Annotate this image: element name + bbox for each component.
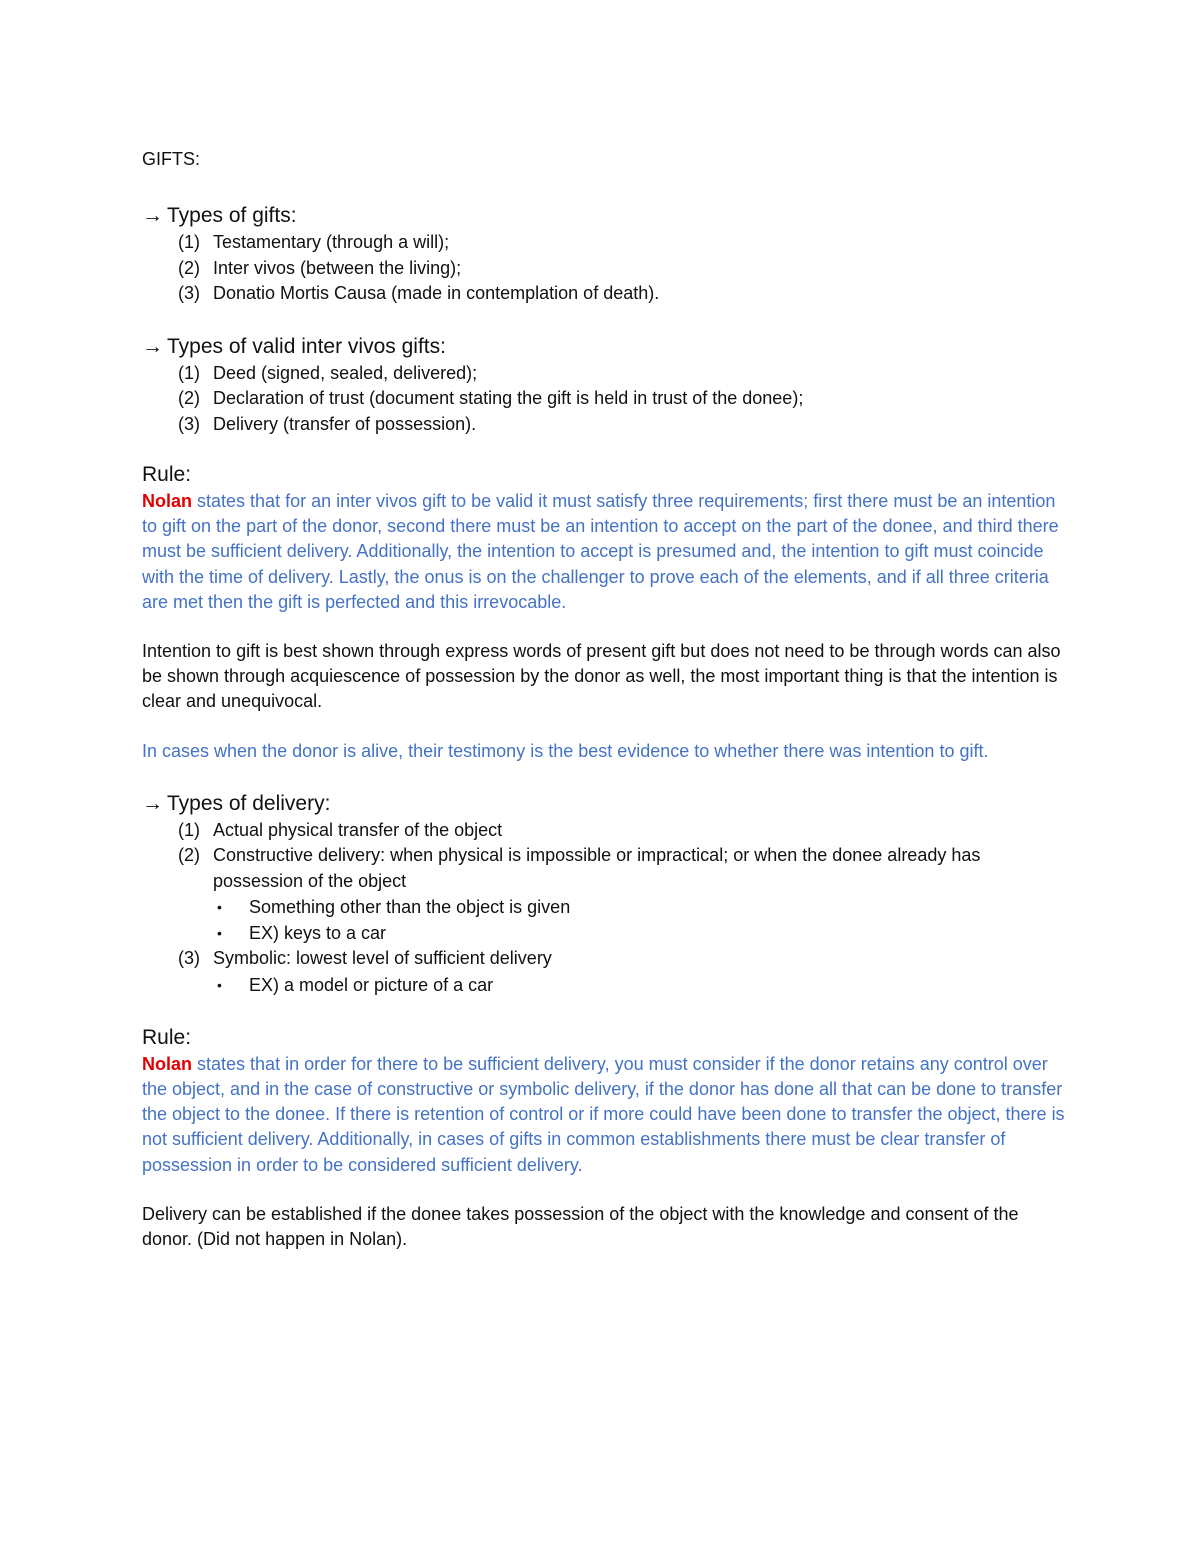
list-item: (3) Donatio Mortis Causa (made in contemplation of death). <box>178 283 660 303</box>
section-heading-types-of-delivery: → Types of delivery: <box>142 791 331 815</box>
rule-heading: Rule: <box>142 1025 192 1049</box>
types-of-gifts-list <box>142 230 1072 307</box>
document-title: GIFTS: <box>142 149 200 169</box>
bullet-list <box>213 894 1072 946</box>
valid-inter-vivos-list <box>142 361 1072 438</box>
bullet-icon: • <box>217 899 222 916</box>
section-heading-types-of-gifts: → Types of gifts: <box>142 204 297 227</box>
arrow-right-icon: → <box>142 791 163 815</box>
case-name: Nolan <box>142 1053 193 1074</box>
bullet-item: • EX) a model or picture of a car <box>213 972 1072 998</box>
list-item: (2) Constructive delivery: when physical is impossible or impractical; or when the donee already has possession of the object • Something other than the object is given • EX) keys to a car <box>142 843 1072 946</box>
section-heading-valid-inter-vivos: → Types of valid inter vivos gifts: <box>142 334 446 358</box>
list-item: (3) Symbolic: lowest level of sufficient delivery • EX) a model or picture of a car <box>142 946 1072 998</box>
rule-heading: Rule: <box>142 463 192 486</box>
testimony-paragraph: In cases when the donor is alive, their testimony is the best evidence to whether there was intention to gift. <box>142 740 989 761</box>
document-body <box>142 146 1072 1252</box>
bullet-item: • Something other than the object is given <box>213 894 1072 920</box>
list-item: (1) Actual physical transfer of the object <box>178 819 503 840</box>
intention-paragraph: Intention to gift is best shown through express words of present gift but does not need to be through words can also be shown through acquiescence of possession by the donor as well, the most important thing is that the intention is clear and unequivocal. <box>142 641 1061 712</box>
arrow-right-icon: → <box>142 204 163 227</box>
rule-paragraph: Nolan states that for an inter vivos gift to be valid it must satisfy three requirements; first there must be an intention to gift on the part of the donor, second there must be an intention to accept on the part of the donee, and third there must be sufficient delivery. Additionally, the intention to accept is presumed and, the intention to gift must coincide with the time of delivery. Lastly, the onus is on the challenger to prove each of the elements, and if all three criteria are met then the gift is perfected and this irrevocable. <box>142 491 1059 612</box>
case-name: Nolan <box>142 491 193 511</box>
list-item: (3) Delivery (transfer of possession). <box>178 413 477 434</box>
bullet-item: • EX) keys to a car <box>213 920 1072 946</box>
bullet-icon: • <box>217 976 222 993</box>
list-item: (2) Inter vivos (between the living); <box>178 257 462 278</box>
list-item: (2) Declaration of trust (document stating the gift is held in trust of the donee); <box>178 388 804 408</box>
bullet-icon: • <box>217 925 222 942</box>
list-item: (1) Deed (signed, sealed, delivered); <box>178 362 478 383</box>
delivery-paragraph: Delivery can be established if the donee takes possession of the object with the knowledge and consent of the donor. (Did not happen in Nolan). <box>142 1203 1019 1250</box>
arrow-right-icon: → <box>142 334 163 358</box>
types-of-delivery-list <box>142 818 1072 998</box>
list-item: (1) Testamentary (through a will); <box>178 232 450 252</box>
bullet-list <box>213 972 1072 998</box>
rule-paragraph: Nolan states that in order for there to be sufficient delivery, you must consider if the donor retains any control over the object, and in the case of constructive or symbolic delivery, if the donor has done all that can be done to transfer the object to the donee. If there is retention of control or if more could have been done to transfer the object, there is not sufficient delivery. Additionally, in cases of gifts in common establishments there must be clear transfer of possession in order to be considered sufficient delivery. <box>142 1053 1065 1175</box>
